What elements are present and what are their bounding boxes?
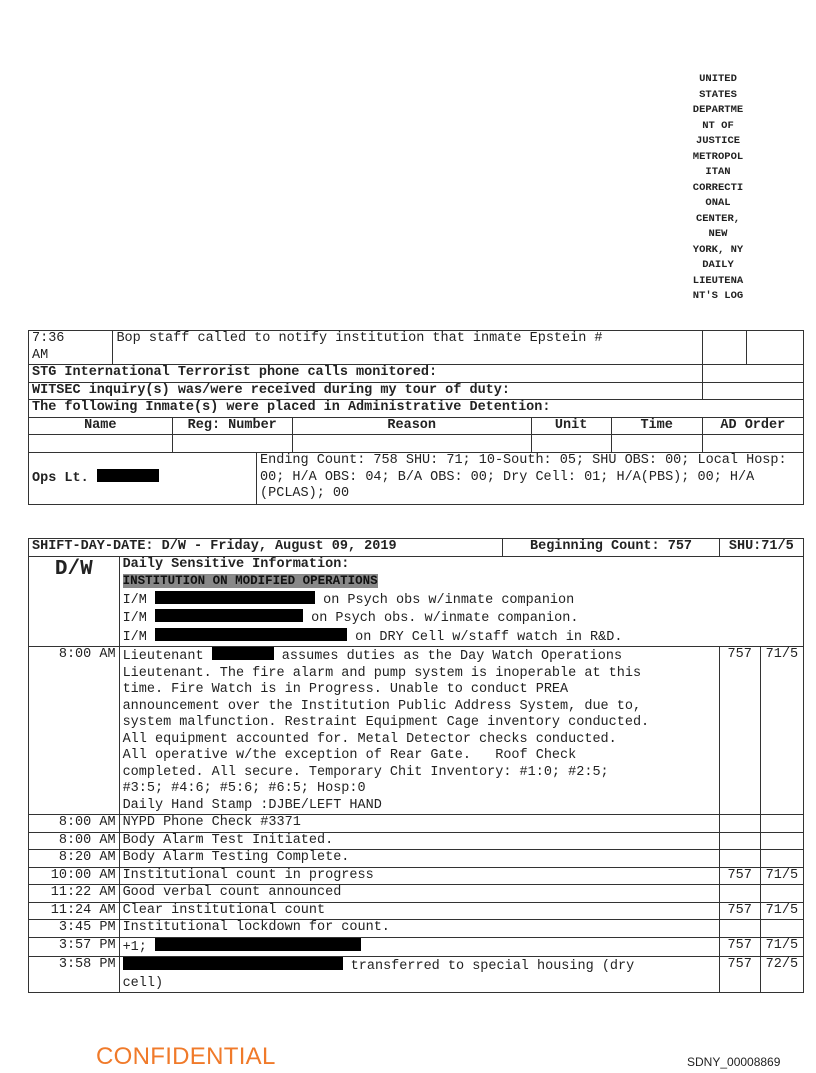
heading-line: JUSTICE bbox=[695, 135, 741, 147]
log-time: 8:00 AM bbox=[29, 647, 120, 815]
log-shu: 71/5 bbox=[760, 647, 803, 815]
daily-log-table bbox=[28, 538, 804, 993]
heading-line: DAILY bbox=[702, 259, 734, 271]
heading-line: NEW bbox=[708, 228, 728, 240]
im-line: I/M on DRY Cell w/staff watch in R&D. bbox=[122, 629, 623, 645]
empty-cell bbox=[702, 331, 746, 365]
redaction-block bbox=[155, 591, 315, 604]
col-header-name: Name bbox=[29, 417, 173, 435]
log-text: Good verbal count announced bbox=[119, 885, 719, 903]
empty-cell bbox=[292, 435, 531, 453]
log-shu: 72/5 bbox=[760, 957, 803, 993]
redaction-block bbox=[155, 938, 361, 951]
log-text-line: system malfunction. Restraint Equipment Cage inventory conducted. bbox=[122, 715, 650, 730]
log-text: Body Alarm Testing Complete. bbox=[119, 850, 719, 868]
log-text-line: Daily Hand Stamp :DJBE/LEFT HAND bbox=[122, 797, 382, 813]
heading-line: LIEUTENA bbox=[692, 274, 744, 287]
log-row bbox=[29, 902, 804, 920]
log-text: Clear institutional count bbox=[119, 902, 719, 920]
log-time: 3:58 PM bbox=[29, 957, 120, 993]
im-line: I/M on Psych obs w/inmate companion bbox=[122, 592, 575, 608]
col-header-reg-number: Reg: Number bbox=[172, 417, 292, 435]
log-time: 3:57 PM bbox=[29, 937, 120, 957]
col-header-unit: Unit bbox=[531, 417, 611, 435]
log-time: 8:00 AM bbox=[29, 832, 120, 850]
log-shu bbox=[760, 815, 803, 833]
shift-day-date: SHIFT-DAY-DATE: D/W - Friday, August 09, 2019 bbox=[29, 539, 503, 557]
log-row bbox=[29, 832, 804, 850]
redaction-block bbox=[97, 469, 159, 482]
witsec-line: WITSEC inquiry(s) was/were received during my tour of duty: bbox=[29, 382, 703, 400]
heading-line: NT'S LOG bbox=[692, 290, 744, 302]
log-time: 8:00 AM bbox=[29, 815, 120, 833]
heading-line: DEPARTME bbox=[692, 104, 744, 116]
log-text: Institutional count in progress bbox=[119, 867, 719, 885]
log-shu bbox=[760, 832, 803, 850]
log-count: 757 bbox=[719, 957, 760, 993]
log-count: 757 bbox=[719, 867, 760, 885]
log-text: Body Alarm Test Initiated. bbox=[119, 832, 719, 850]
entry-time: 7:36 AM bbox=[29, 331, 113, 365]
log-text-line: completed. All secure. Temporary Chit Inventory: #1:0; #2:5; bbox=[122, 764, 609, 780]
empty-cell bbox=[702, 365, 803, 383]
col-header-time: Time bbox=[611, 417, 702, 435]
heading-line: UNITED bbox=[699, 73, 737, 85]
admin-detention-table bbox=[28, 330, 804, 505]
log-row bbox=[29, 815, 804, 833]
log-shu bbox=[760, 850, 803, 868]
redaction-block bbox=[155, 628, 347, 641]
col-header-ad-order: AD Order bbox=[702, 417, 803, 435]
log-text-line: All operative w/the exception of Rear Gate. Roof Check bbox=[122, 748, 577, 763]
log-count bbox=[719, 815, 760, 833]
log-time: 11:22 AM bbox=[29, 885, 120, 903]
log-shu: 71/5 bbox=[760, 867, 803, 885]
heading-line: METROPOL bbox=[692, 150, 744, 163]
log-count: 757 bbox=[719, 647, 760, 815]
log-time: 3:45 PM bbox=[29, 920, 120, 938]
entry-text: Bop staff called to notify institution that inmate Epstein # bbox=[113, 331, 702, 365]
log-shu: 71/5 bbox=[760, 902, 803, 920]
redaction-block bbox=[212, 647, 274, 660]
heading-line: ITAN bbox=[705, 166, 731, 178]
log-text: +1; bbox=[119, 937, 719, 957]
heading-line: STATES bbox=[699, 88, 737, 101]
log-text: Lieutenant assumes duties as the Day Watch Operations Lieutenant. The fire alarm and pump system is inoperable at this time. Fire Watch is in Progress. Unable to conduct PREA announcement over the Institution Public Address System, due to, system malfunction. Restraint Equipment Cage inventory conducted. All equipment accounted for. Metal Detector checks conducted. All operative w/the exception of Rear Gate. Roof Check completed. All secure. Temporary Chit Inventory: #1:0; #2:5; #3:5; #4:6; #5:6; #6:5; Hosp:0 Daily Hand Stamp :DJBE/LEFT HAND bbox=[119, 647, 719, 815]
log-count: 757 bbox=[719, 902, 760, 920]
bates-number: SDNY_00008869 bbox=[687, 1055, 781, 1069]
log-text-line: announcement over the Institution Public Address System, due to, bbox=[122, 698, 642, 714]
heading-line: CENTER, bbox=[695, 212, 741, 225]
empty-cell bbox=[172, 435, 292, 453]
ops-lt-cell: Ops Lt. bbox=[29, 453, 257, 505]
document-heading bbox=[672, 72, 764, 305]
log-row bbox=[29, 867, 804, 885]
log-row bbox=[29, 885, 804, 903]
sensitive-title: Daily Sensitive Information: bbox=[122, 556, 350, 572]
empty-cell bbox=[702, 382, 803, 400]
log-shu bbox=[760, 920, 803, 938]
log-shu: 71/5 bbox=[760, 937, 803, 957]
empty-cell bbox=[746, 331, 803, 365]
log-text-line: #3:5; #4:6; #5:6; #6:5; Hosp:0 bbox=[122, 781, 366, 796]
log-time: 11:24 AM bbox=[29, 902, 120, 920]
heading-line: YORK, NY bbox=[692, 243, 744, 256]
ad-heading: The following Inmate(s) were placed in Administrative Detention: bbox=[29, 400, 804, 418]
empty-cell bbox=[531, 435, 611, 453]
heading-line: NT OF bbox=[702, 119, 734, 132]
log-text-line: time. Fire Watch is in Progress. Unable to conduct PREA bbox=[122, 682, 569, 697]
log-time: 10:00 AM bbox=[29, 867, 120, 885]
stg-line: STG International Terrorist phone calls monitored: bbox=[29, 365, 703, 383]
empty-cell bbox=[611, 435, 702, 453]
shift-label: D/W bbox=[29, 556, 120, 647]
sensitive-info-cell bbox=[119, 556, 803, 647]
log-shu bbox=[760, 885, 803, 903]
log-text-line: Lieutenant. The fire alarm and pump system is inoperable at this bbox=[122, 665, 642, 681]
log-count bbox=[719, 920, 760, 938]
log-text: Institutional lockdown for count. bbox=[119, 920, 719, 938]
redaction-block bbox=[123, 957, 343, 970]
log-count bbox=[719, 850, 760, 868]
modified-ops-banner: INSTITUTION ON MODIFIED OPERATIONS bbox=[122, 574, 378, 588]
log-count bbox=[719, 885, 760, 903]
log-time: 8:20 AM bbox=[29, 850, 120, 868]
log-row bbox=[29, 920, 804, 938]
log-row bbox=[29, 850, 804, 868]
log-count bbox=[719, 832, 760, 850]
im-line: I/M on Psych obs. w/inmate companion. bbox=[122, 611, 579, 626]
heading-line: CORRECTI bbox=[692, 181, 744, 194]
col-header-reason: Reason bbox=[292, 417, 531, 435]
shu-header: SHU:71/5 bbox=[719, 539, 803, 557]
empty-cell bbox=[29, 435, 173, 453]
log-text: transferred to special housing (dry cell) bbox=[119, 957, 719, 993]
redaction-block bbox=[155, 609, 303, 622]
heading-line: ONAL bbox=[705, 197, 731, 209]
beginning-count: Beginning Count: 757 bbox=[503, 539, 719, 557]
log-text-line: All equipment accounted for. Metal Detector checks conducted. bbox=[122, 731, 617, 747]
empty-cell bbox=[702, 435, 803, 453]
log-count: 757 bbox=[719, 937, 760, 957]
ending-count: Ending Count: 758 SHU: 71; 10-South: 05; SHU OBS: 00; Local Hosp: 00; H/A OBS: 04; B/A OBS: 00; Dry Cell: 01; H/A(PBS); 00; H/A (PCLAS); 00 bbox=[257, 453, 804, 505]
confidential-stamp: CONFIDENTIAL bbox=[96, 1043, 276, 1070]
log-text: NYPD Phone Check #3371 bbox=[119, 815, 719, 833]
